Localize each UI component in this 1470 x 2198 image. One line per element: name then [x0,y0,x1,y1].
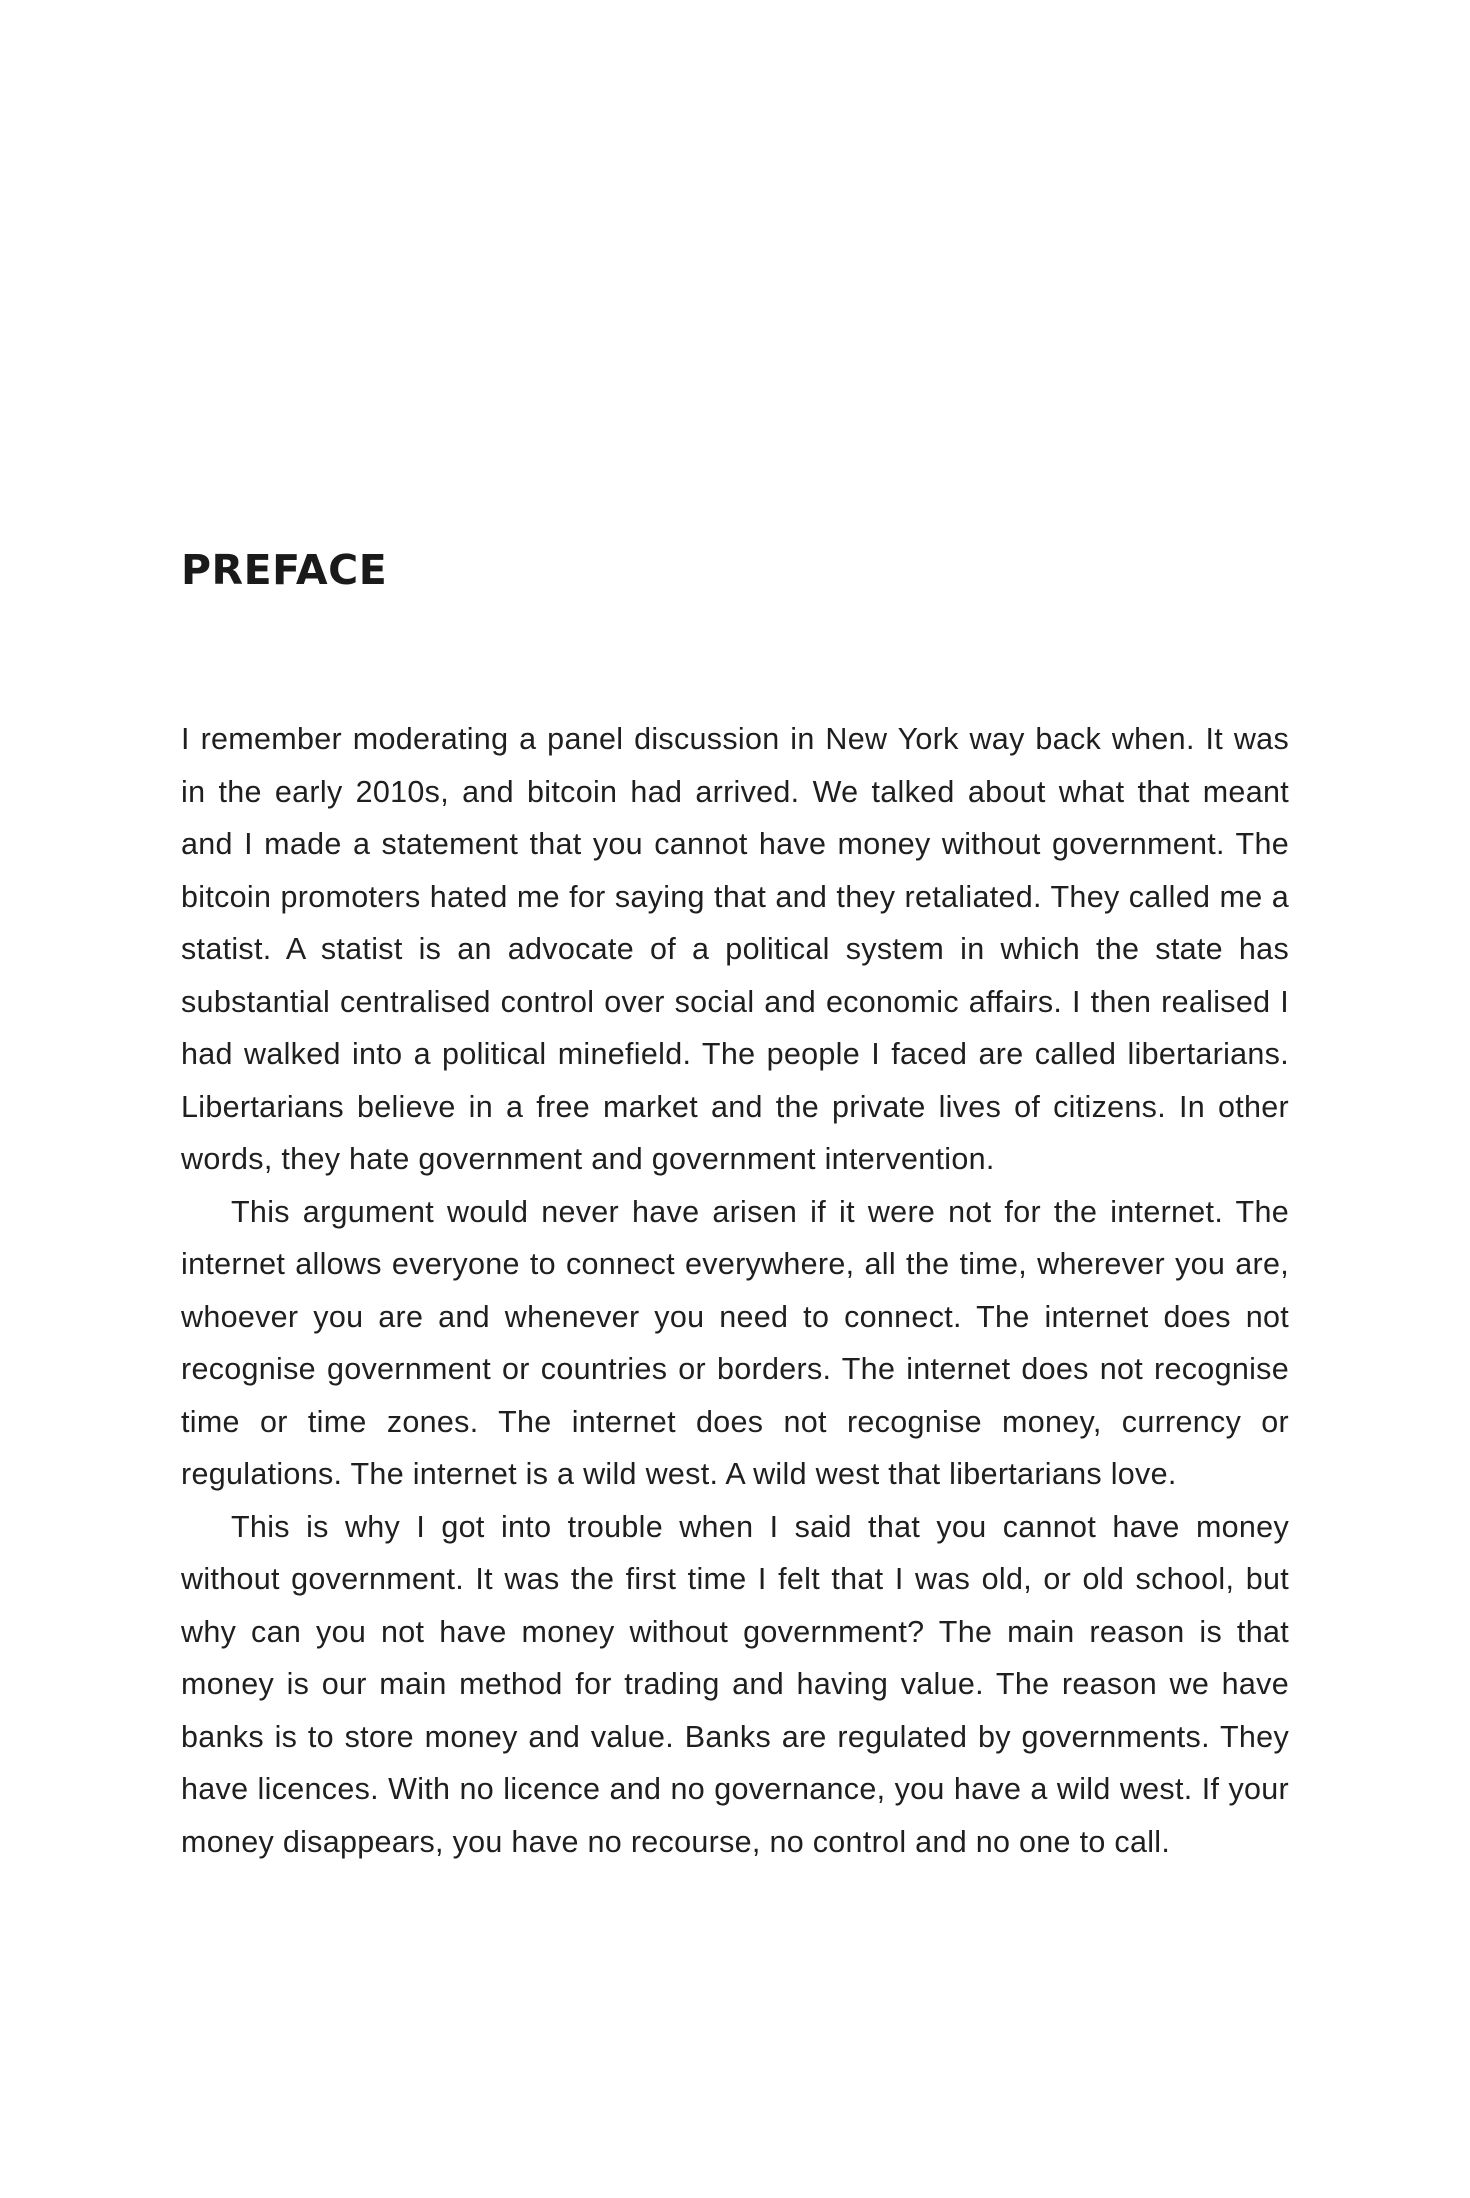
body-text [181,713,1289,1868]
paragraph-1: I remember moderating a panel discussion in New York way back when. It was in the early 2010s, and bitcoin had arrived. We talked about what that meant and I made a statement that you cannot have money without government. The bitcoin promoters hated me for saying that and they retaliated. They called me a statist. A statist is an advocate of a political system in which the state has substantial centralised control over social and economic affairs. I then realised I had walked into a political minefield. The people I faced are called libertarians. Libertarians believe in a free market and the private lives of citizens. In other words, they hate government and government intervention. [181,722,1289,1176]
paragraph-3: This is why I got into trouble when I said that you cannot have money without government. It was the first time I felt that I was old, or old school, but why can you not have money without government? The main reason is that money is our main method for trading and having value. The reason we have banks is to store money and value. Banks are regulated by governments. They have licences. With no licence and no governance, you have a wild west. If your money disappears, you have no recourse, no control and no one to call. [181,1509,1289,1859]
paragraph-2: This argument would never have arisen if it were not for the internet. The internet allows everyone to connect everywhere, all the time, wherever you are, whoever you are and whenever you need to connect. The internet does not recognise government or countries or borders. The internet does not recognise time or time zones. The internet does not recognise money, currency or regulations. The internet is a wild west. A wild west that libertarians love. [181,1194,1289,1491]
chapter-heading: PREFACE [181,546,388,594]
